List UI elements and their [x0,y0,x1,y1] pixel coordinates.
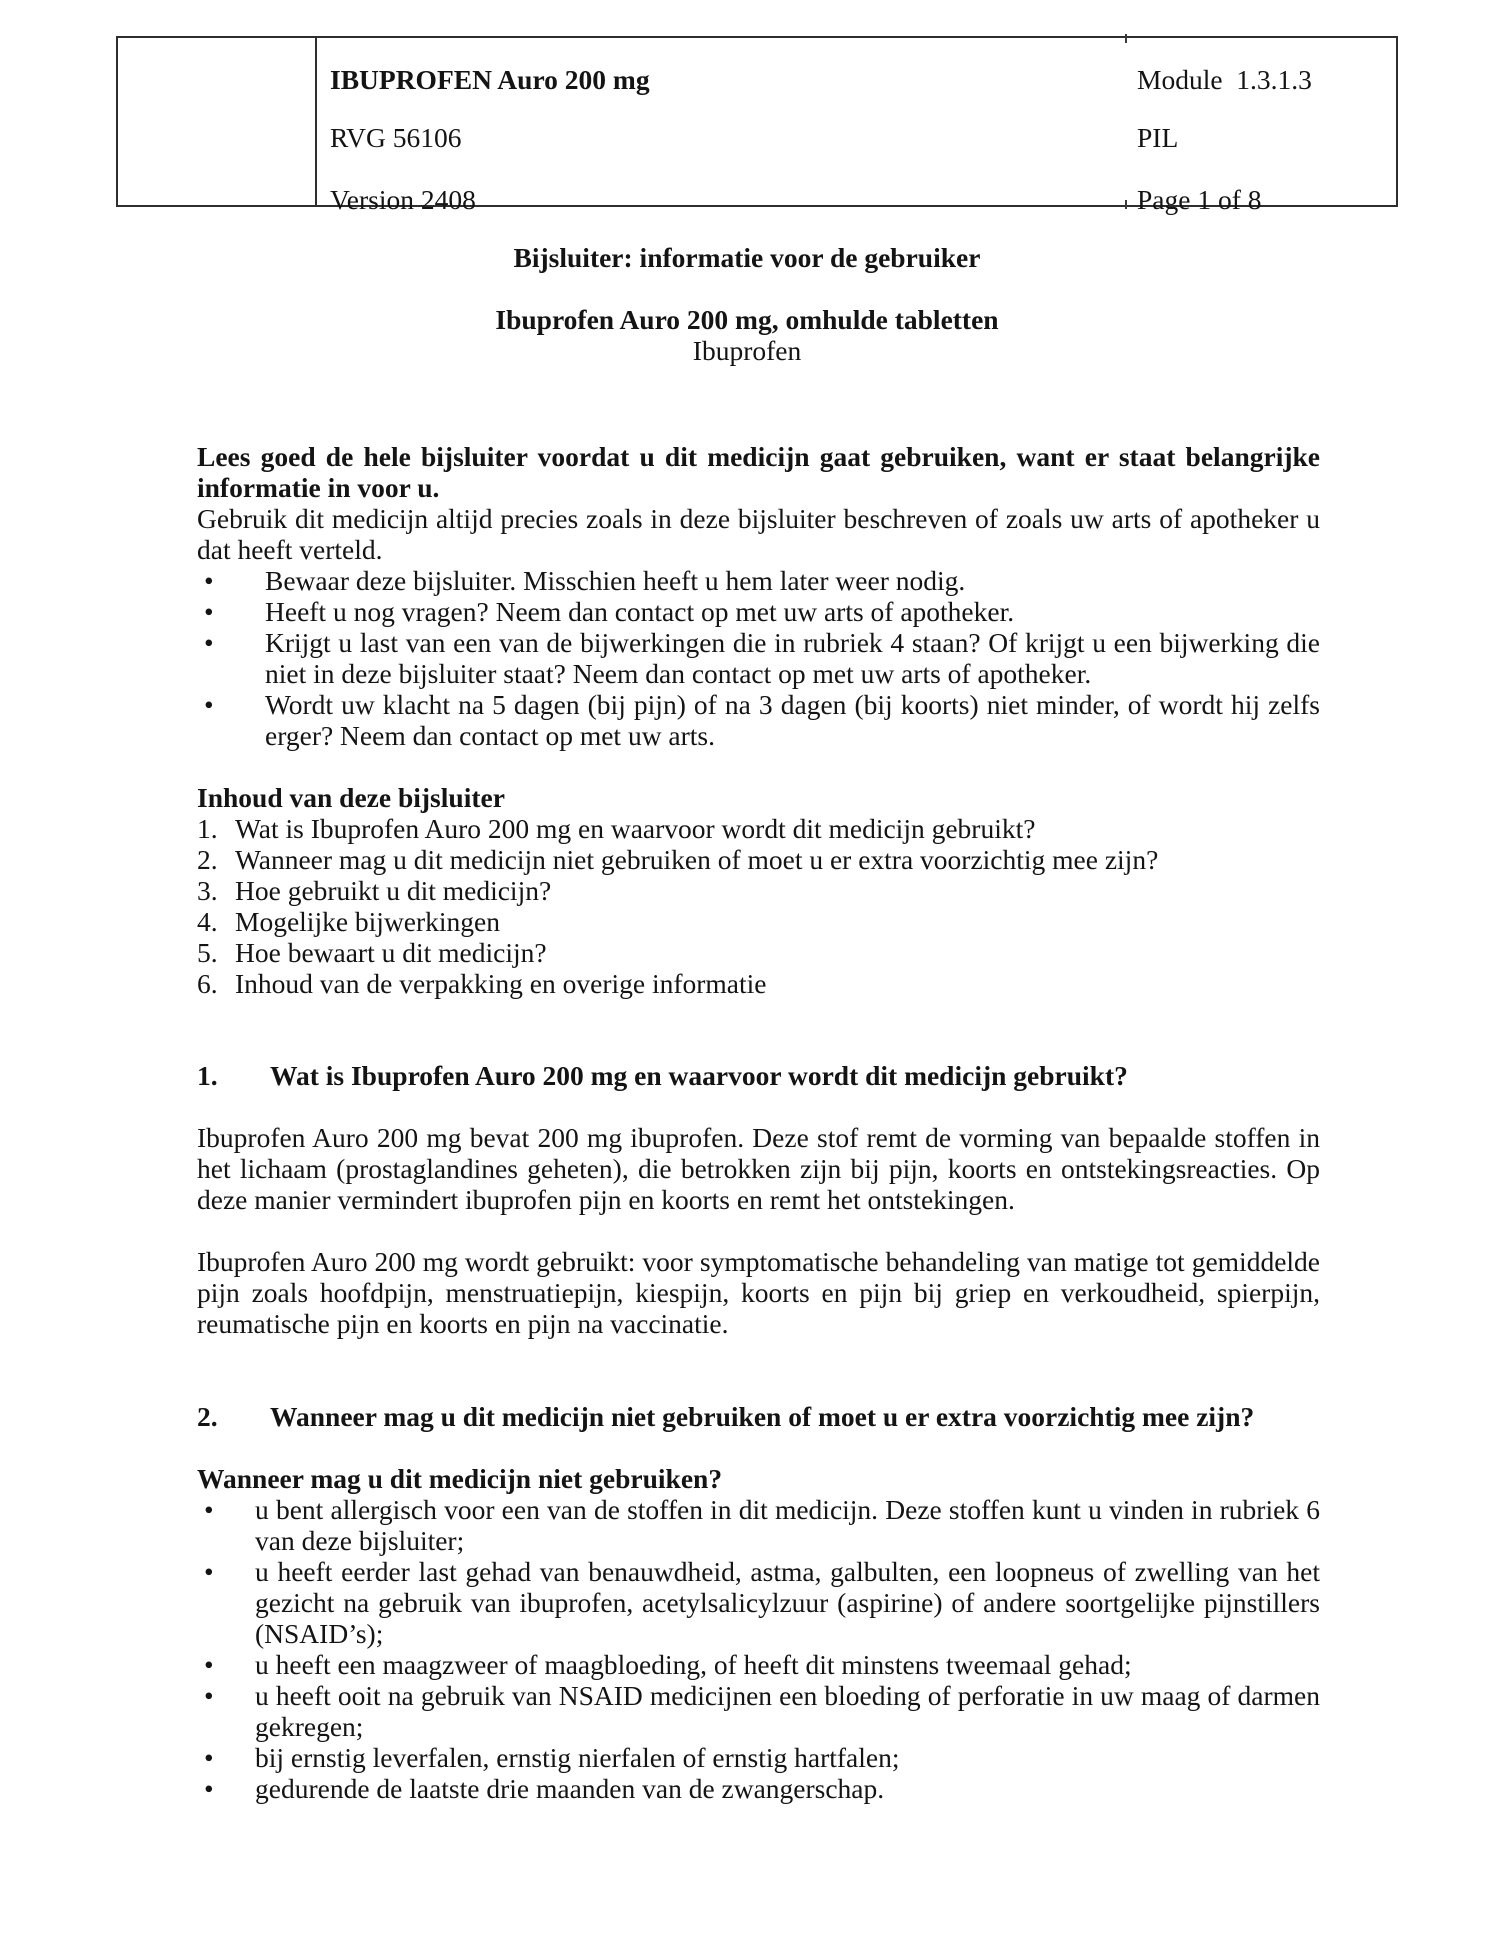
bullet-text: gedurende de laatste drie maanden van de zwangerschap. [255,1773,885,1804]
section-heading-text: Wat is Ibuprofen Auro 200 mg en waarvoor wordt dit medicijn gebruikt? [270,1060,1128,1091]
header-version-number: Version 2408 [330,184,476,215]
contents-section [197,782,1320,999]
list-item [197,844,1320,875]
header-table [116,36,1398,215]
header-table-column-tick-top [1125,34,1127,43]
intro-bullet-list [197,565,1320,751]
list-item [197,565,1320,596]
bullet-marker: • [204,1556,214,1587]
list-item [197,1773,1320,1804]
bullet-marker: • [204,1680,214,1711]
header-table-column-tick-bottom [1125,200,1127,209]
contents-heading: Inhoud van deze bijsluiter [197,782,505,813]
bullet-text: bij ernstig leverfalen, ernstig nierfalen of ernstig hartfalen; [255,1742,900,1773]
product-title: Ibuprofen Auro 200 mg, omhulde tabletten [495,304,999,335]
bullet-text: u heeft ooit na gebruik van NSAID medicijnen een bloeding of perforatie in uw maag of darmen gekregen; [255,1680,1320,1742]
section-1-paragraph: Ibuprofen Auro 200 mg wordt gebruikt: voor symptomatische behandeling van matige tot gemiddelde pijn zoals hoofdpijn, menstruatiepijn, kiespijn, koorts en pijn bij griep en verkoudheid, spierpijn, reumatische pijn en koorts en pijn na vaccinatie. [197,1246,1320,1339]
list-item [197,1649,1320,1680]
bullet-marker: • [204,1742,214,1773]
section-1-paragraph: Ibuprofen Auro 200 mg bevat 200 mg ibuprofen. Deze stof remt de vorming van bepaalde stoffen in het lichaam (prostaglandines geheten), die betrokken zijn bij pijn, koorts en ontstekingsreacties. Op deze manier vermindert ibuprofen pijn en koorts en remt het ontstekingen. [197,1122,1320,1215]
bullet-marker: • [204,565,214,596]
header-page-number: Page 1 of 8 [1137,184,1262,215]
bullet-marker: • [204,1773,214,1804]
header-doc-type: PIL [1137,122,1179,153]
item-text: Inhoud van de verpakking en overige informatie [235,968,767,999]
item-text: Hoe bewaart u dit medicijn? [235,937,547,968]
section-1-heading [197,1060,1320,1091]
product-title-block [0,304,1494,366]
bullet-text: u bent allergisch voor een van de stoffen in dit medicijn. Deze stoffen kunt u vinden in rubriek 6 van deze bijsluiter; [255,1494,1320,1556]
item-number: 5. [197,937,218,968]
bullet-marker: • [204,596,214,627]
list-item [197,968,1320,999]
item-number: 4. [197,906,218,937]
item-number: 6. [197,968,218,999]
bullet-text: Wordt uw klacht na 5 dagen (bij pijn) of na 3 dagen (bij koorts) niet minder, of wordt hij zelfs erger? Neem dan contact op met uw arts. [265,689,1320,751]
item-number: 1. [197,813,218,844]
list-item [197,906,1320,937]
list-item [197,627,1320,689]
item-text: Wanneer mag u dit medicijn niet gebruiken of moet u er extra voorzichtig mee zijn? [235,844,1159,875]
bullet-text: Heeft u nog vragen? Neem dan contact op met uw arts of apotheker. [265,596,1015,627]
header-rvg-number: RVG 56106 [330,122,462,153]
item-number: 3. [197,875,218,906]
item-number: 2. [197,844,218,875]
intro-emphasis: Lees goed de hele bijsluiter voordat u dit medicijn gaat gebruiken, want er staat belangrijke informatie in voor u. [197,441,1320,503]
header-product-name: IBUPROFEN Auro 200 mg [330,64,650,95]
leaflet-title: Bijsluiter: informatie voor de gebruiker [513,242,981,273]
list-item [197,813,1320,844]
header-table-divider [315,38,317,205]
section-2-subheading: Wanneer mag u dit medicijn niet gebruiken? [197,1463,723,1494]
list-item [197,1494,1320,1556]
header-module-number: Module 1.3.1.3 [1137,64,1312,95]
list-item [197,596,1320,627]
item-text: Hoe gebruikt u dit medicijn? [235,875,552,906]
bullet-marker: • [204,1494,214,1525]
bullet-text: Krijgt u last van een van de bijwerkingen die in rubriek 4 staan? Of krijgt u een bijwerking die niet in deze bijsluiter staat? Neem dan contact op met uw arts of apotheker. [265,627,1320,689]
list-item [197,875,1320,906]
bullet-text: u heeft een maagzweer of maagbloeding, of heeft dit minstens tweemaal gehad; [255,1649,1132,1680]
intro-lead: Gebruik dit medicijn altijd precies zoals in deze bijsluiter beschreven of zoals uw arts of apotheker u dat heeft verteld. [197,503,1320,565]
bullet-text: u heeft eerder last gehad van benauwdheid, astma, galbulten, een loopneus of zwelling van het gezicht na gebruik van ibuprofen, acetylsalicylzuur (aspirine) of andere soortgelijke pijnstillers (NSAID’s); [255,1556,1320,1649]
list-item [197,1680,1320,1742]
section-2-heading [197,1401,1320,1432]
bullet-text: Bewaar deze bijsluiter. Misschien heeft u hem later weer nodig. [265,565,966,596]
intro-section [197,441,1320,751]
section-number: 1. [197,1060,218,1091]
item-text: Wat is Ibuprofen Auro 200 mg en waarvoor wordt dit medicijn gebruikt? [235,813,1036,844]
list-item [197,937,1320,968]
list-item [197,1742,1320,1773]
list-item [197,689,1320,751]
item-text: Mogelijke bijwerkingen [235,906,501,937]
bullet-marker: • [204,689,214,720]
list-item [197,1556,1320,1649]
active-substance: Ibuprofen [692,335,802,366]
bullet-marker: • [204,1649,214,1680]
section-number: 2. [197,1401,218,1432]
bullet-marker: • [204,627,214,658]
section-2-bullet-list [197,1494,1320,1804]
section-heading-text: Wanneer mag u dit medicijn niet gebruiken of moet u er extra voorzichtig mee zijn? [270,1401,1255,1432]
